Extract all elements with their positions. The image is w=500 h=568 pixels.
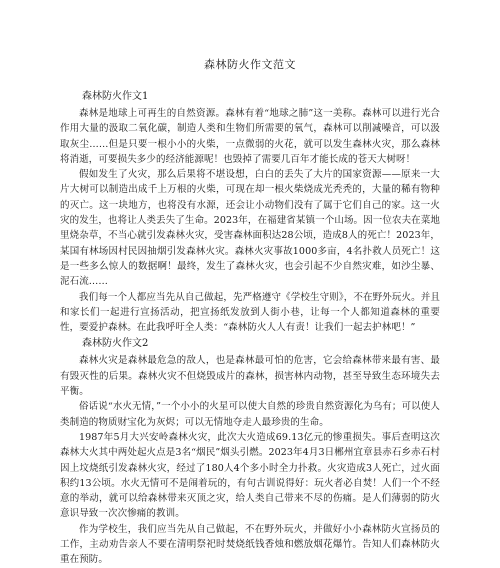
paragraph: 作为学校生，我们应当先从自己做起，不在野外玩火，并做好小小森林防火宣扬员的工作，主动劝告亲人不要在清明祭祀时焚烧纸钱香烛和燃放烟花爆竹。告知人们森林防火重在预防。 — [60, 523, 440, 566]
paragraph: 森林火灾是森林最危急的敌人，也是森林最可怕的危害，它会给森林带来最有害、最有毁灭性的后果。森林火灾不但烧毁成片的森林，损害林内动物，甚至导致生态环境失去平衡。 — [60, 355, 440, 398]
paragraph: 假如发生了火灾，那么后果将不堪设想，白白的丢失了大片的国家资源——原来一大片大树可以制造出成千上万根的火柴，可现在却一根火柴烧成光秃秃的，大量的稀有物种的灭亡。这一块地方，也将没有水源，还会让小动物们没有了属于它们自己的家。这一火灾的发生，也将让人类丢失了生命。2023年，在福建省某镇一个山场。因一位农夫在菜地里烧杂草，不当心就引发森林火灾，受害森林面积达28公顷，造成8人的死亡！2023年，某国有林场因村民因抽烟引发森林火灾。森林火灾事故1000多亩，4名扑救人员死亡！这是一些多么惊人的数据啊！最终，发生了森林火灾，也会引起不少自然灾难，如沙尘暴、泥石流…… — [60, 169, 440, 288]
paragraph: 俗话说“水火无情，”一个小小的火星可以使大自然的珍贵自然资源化为乌有；可以使人类制造的物质财宝化为灰烬；可以无情地夺走人最珍贵的生命。 — [60, 401, 440, 428]
paragraph: 我们每一个人都应当先从自己做起，先严格遵守《学校生守则》，不在野外玩火。并且和家长们一起进行宣扬活动，把宣扬纸发放到人街小巷，让每一个人都知道森林的重要性，要爱护森林。在此我呼吁全人类：“森林防火人人有责！让我们一起去护林吧！” — [60, 291, 440, 334]
section-essay-2 — [60, 337, 440, 567]
document-title: 森林防火作文范文 — [204, 58, 296, 71]
section-essay-1 — [60, 90, 440, 335]
section-heading: 森林防火作文1 — [82, 91, 149, 102]
paragraph: 1987年5月大兴安岭森林火灾，此次大火造成69.13亿元的惨重损失。事后查明这次森林大火其中两处起火点是3名“烟民”烟头引燃。2023年4月3日郴州宜章县赤石乡赤石村因上坟烧纸引发森林火灾，经过了180人4个多小时全力扑救。火灾造成3人死亡，过火面积约13公顷。水火无情可不是闹着玩的，有句古训说得好：玩火者必自焚！人们一个不经意的举动，就可以给森林带来灭顶之灾，给人类自己带来不尽的伤痛。是人们薄弱的防火意识导致一次次惨痛的教训。 — [60, 431, 440, 520]
section-heading: 森林防火作文2 — [82, 338, 149, 350]
paragraph: 森林是地球上可再生的自然资源。森林有着“地球之肺”这一美称。森林可以进行光合作用大量的汲取二氧化碳，制造人类和生物们所需要的氧气，森林可以削减噪音，可以汲取灰尘……但是只要一根小小的火柴，一点微弱的火花，就可以发生森林火灾，那么森林将消逝，可要损失多少的经济能源呢！也毁掉了需要几百年才能长成的苍天大树呀！ — [60, 108, 440, 165]
